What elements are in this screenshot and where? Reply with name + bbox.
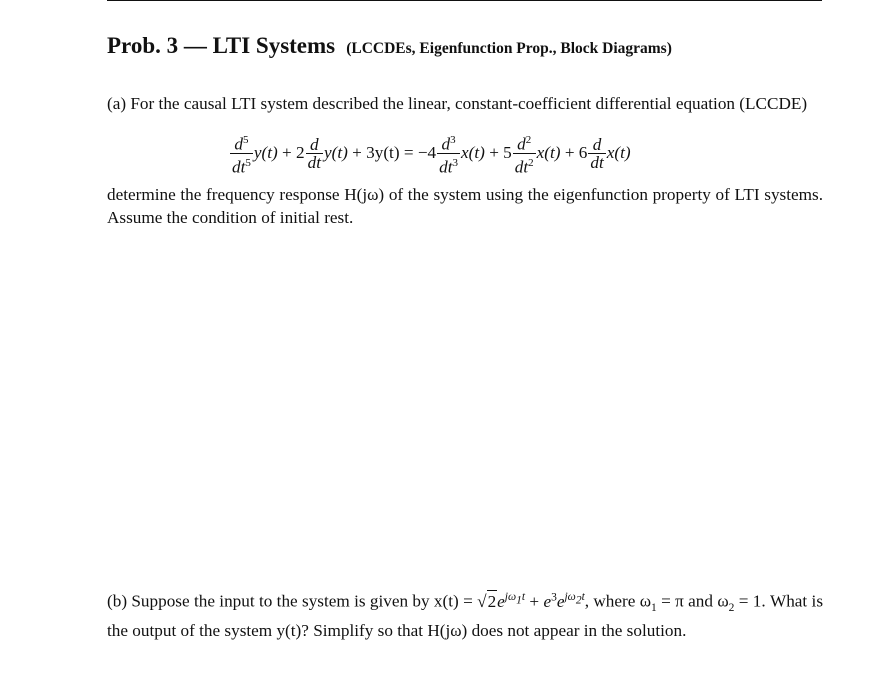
part-b-lead: (b) Suppose the input to the system is given by x(t) =	[107, 591, 473, 611]
lccde-equation	[229, 132, 631, 176]
rhs-term-3-coef: + 6	[564, 143, 588, 163]
rhs-term-2-coef: + 5	[489, 143, 512, 163]
problem-title	[107, 33, 837, 59]
problem-subtitle: (LCCDEs, Eigenfunction Prop., Block Diagrams)	[346, 40, 672, 57]
d2-dt2-operator: $\frac{d^2}{dt^2}$	[514, 134, 534, 177]
part-a-question: determine the frequency response H(jω) of the system using the eigenfunction property of LTI systems. Assume the condition of initial rest.	[107, 185, 823, 227]
top-rule	[107, 0, 822, 1]
lhs-term-1-signal: y(t)	[253, 143, 278, 163]
d5-dt5-operator: $\frac{d^5}{dt^5}$	[232, 134, 251, 177]
part-b-text: (b) Suppose the input to the system is given by $x(t) = √2e^{j\omega_1t} + e^3e^{j\omega_2t}$, where $\omega_1 = \pi$ and $\omega_2 = 1$. What is the output of the system y(t)? Simplify so that H(jω) does not appear in the solution.	[107, 591, 824, 640]
d-dt-operator-rhs: $\frac{d}{dt}$	[590, 135, 604, 173]
part-b-question: = 1. What is the output of the system y(t)? Simplify so that H(jω) does not appear in the solution.	[107, 591, 824, 640]
part-b-omega1-value: = π and ω	[656, 591, 729, 611]
input-signal-expression: $√2e^{j\omega_1t} + e^3e^{j\omega_2t}$	[477, 592, 585, 611]
part-b-where: , where ω	[584, 591, 652, 611]
d3-dt3-operator: $\frac{d^3}{dt^3}$	[439, 134, 459, 177]
d-dt-operator: $\frac{d}{dt}$	[307, 135, 321, 173]
problem-heading: Prob. 3 — LTI Systems	[107, 33, 336, 58]
rhs-term-3-signal: x(t)	[606, 143, 631, 163]
lhs-term-3: + 3y(t)	[352, 143, 400, 163]
rhs-term-2-signal: x(t)	[536, 143, 561, 163]
equals-sign: =	[403, 143, 414, 163]
part-a-intro: (a) For the causal LTI system described the linear, constant-coefficient differential equation (LCCDE)	[107, 94, 808, 113]
rhs-term-1-signal: x(t)	[461, 143, 485, 163]
lhs-term-2-signal: y(t)	[324, 143, 348, 163]
rhs-term-1-coef: −4	[417, 143, 437, 163]
lhs-term-2-coef: + 2	[282, 143, 305, 163]
